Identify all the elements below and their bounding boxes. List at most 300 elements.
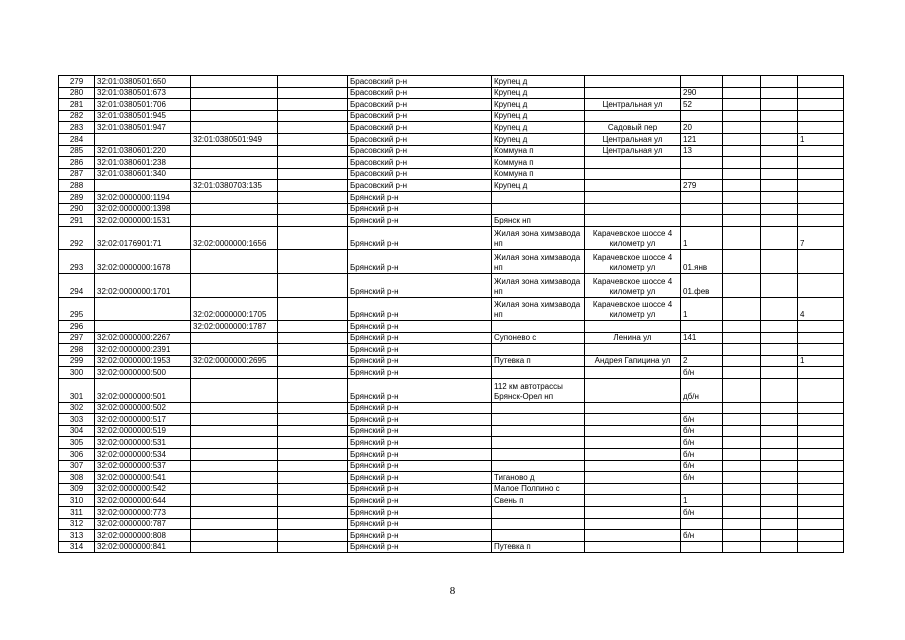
cadastral-number-2-cell: [191, 87, 278, 99]
row-number-cell: 298: [59, 344, 95, 356]
column-11-cell: [798, 203, 844, 215]
empty-column-cell: [278, 250, 348, 274]
settlement-cell: [492, 507, 585, 519]
district-cell: Брянский р-н: [348, 402, 492, 414]
settlement-cell: Жилая зона химзавода нп: [492, 273, 585, 297]
table-row: [59, 425, 844, 437]
row-number-cell: 308: [59, 472, 95, 484]
street-cell: [585, 449, 681, 461]
page-number: 8: [449, 585, 456, 597]
column-9-cell: [723, 472, 761, 484]
street-cell: Карачевское шоссе 4 километр ул: [585, 273, 681, 297]
cadastral-number-2-cell: [191, 76, 278, 88]
column-9-cell: [723, 250, 761, 274]
column-11-cell: [798, 344, 844, 356]
cadastral-number-2-cell: [191, 460, 278, 472]
district-cell: Брянский р-н: [348, 437, 492, 449]
column-10-cell: [761, 157, 798, 169]
table-row: [59, 110, 844, 122]
table-row: [59, 449, 844, 461]
settlement-cell: Супонево с: [492, 332, 585, 344]
column-9-cell: [723, 507, 761, 519]
cadastral-number-2-cell: [191, 110, 278, 122]
house-number-cell: [681, 344, 723, 356]
empty-column-cell: [278, 344, 348, 356]
house-number-cell: 01.фев: [681, 273, 723, 297]
column-9-cell: [723, 180, 761, 192]
settlement-cell: Крупец д: [492, 87, 585, 99]
empty-column-cell: [278, 226, 348, 250]
column-11-cell: 1: [798, 133, 844, 145]
table-body: [59, 76, 844, 553]
cadastral-number-2-cell: [191, 157, 278, 169]
empty-column-cell: [278, 449, 348, 461]
cadastral-number-cell: 32:02:0000000:1531: [95, 215, 191, 227]
empty-column-cell: [278, 472, 348, 484]
street-cell: [585, 87, 681, 99]
row-number-cell: 312: [59, 518, 95, 530]
row-number-cell: 294: [59, 273, 95, 297]
cadastral-number-cell: 32:02:0000000:501: [95, 379, 191, 403]
empty-column-cell: [278, 483, 348, 495]
district-cell: Брянский р-н: [348, 367, 492, 379]
column-9-cell: [723, 99, 761, 111]
settlement-cell: Жилая зона химзавода нп: [492, 250, 585, 274]
column-11-cell: [798, 495, 844, 507]
street-cell: [585, 518, 681, 530]
street-cell: [585, 437, 681, 449]
table-row: [59, 483, 844, 495]
cadastral-number-2-cell: 32:01:0380703:135: [191, 180, 278, 192]
column-9-cell: [723, 122, 761, 134]
street-cell: [585, 203, 681, 215]
row-number-cell: 295: [59, 297, 95, 321]
house-number-cell: [681, 157, 723, 169]
empty-column-cell: [278, 215, 348, 227]
house-number-cell: 13: [681, 145, 723, 157]
district-cell: Брянский р-н: [348, 297, 492, 321]
street-cell: Андрея Гапицина ул: [585, 355, 681, 367]
cadastral-number-2-cell: [191, 449, 278, 461]
column-10-cell: [761, 541, 798, 553]
column-11-cell: [798, 215, 844, 227]
district-cell: Брасовский р-н: [348, 157, 492, 169]
column-10-cell: [761, 530, 798, 542]
table-row: [59, 99, 844, 111]
column-10-cell: [761, 273, 798, 297]
cadastral-number-cell: 32:02:0000000:1678: [95, 250, 191, 274]
cadastral-number-cell: 32:02:0000000:517: [95, 414, 191, 426]
street-cell: [585, 379, 681, 403]
settlement-cell: [492, 321, 585, 333]
row-number-cell: 303: [59, 414, 95, 426]
house-number-cell: [681, 110, 723, 122]
column-11-cell: [798, 530, 844, 542]
district-cell: Брянский р-н: [348, 495, 492, 507]
district-cell: Брянский р-н: [348, 518, 492, 530]
column-11-cell: [798, 414, 844, 426]
district-cell: Брасовский р-н: [348, 110, 492, 122]
column-9-cell: [723, 495, 761, 507]
column-10-cell: [761, 344, 798, 356]
table-row: [59, 180, 844, 192]
table-row: [59, 414, 844, 426]
table-row: [59, 402, 844, 414]
row-number-cell: 309: [59, 483, 95, 495]
settlement-cell: 112 км автотрассы Брянск-Орел нп: [492, 379, 585, 403]
house-number-cell: [681, 215, 723, 227]
row-number-cell: 306: [59, 449, 95, 461]
cadastral-number-cell: [95, 321, 191, 333]
cadastral-number-2-cell: [191, 379, 278, 403]
cadastral-number-cell: 32:02:0000000:1194: [95, 191, 191, 203]
empty-column-cell: [278, 518, 348, 530]
street-cell: Карачевское шоссе 4 километр ул: [585, 250, 681, 274]
settlement-cell: Жилая зона химзавода нп: [492, 226, 585, 250]
district-cell: Брянский р-н: [348, 355, 492, 367]
row-number-cell: 279: [59, 76, 95, 88]
cadastral-number-2-cell: [191, 472, 278, 484]
column-11-cell: [798, 273, 844, 297]
cadastral-number-cell: 32:01:0380601:238: [95, 157, 191, 169]
table-row: [59, 355, 844, 367]
street-cell: [585, 110, 681, 122]
district-cell: Брянский р-н: [348, 449, 492, 461]
table-row: [59, 518, 844, 530]
street-cell: [585, 483, 681, 495]
empty-column-cell: [278, 157, 348, 169]
table-row: [59, 332, 844, 344]
cadastral-number-2-cell: [191, 518, 278, 530]
street-cell: [585, 541, 681, 553]
settlement-cell: Тиганово д: [492, 472, 585, 484]
empty-column-cell: [278, 507, 348, 519]
cadastral-number-2-cell: 32:02:0000000:2695: [191, 355, 278, 367]
column-10-cell: [761, 145, 798, 157]
column-10-cell: [761, 414, 798, 426]
column-10-cell: [761, 460, 798, 472]
table-row: [59, 495, 844, 507]
column-10-cell: [761, 180, 798, 192]
column-11-cell: [798, 425, 844, 437]
table-row: [59, 273, 844, 297]
street-cell: [585, 402, 681, 414]
settlement-cell: [492, 449, 585, 461]
column-10-cell: [761, 76, 798, 88]
district-cell: Брянский р-н: [348, 379, 492, 403]
settlement-cell: Жилая зона химзавода нп: [492, 297, 585, 321]
row-number-cell: 304: [59, 425, 95, 437]
street-cell: [585, 157, 681, 169]
column-11-cell: [798, 332, 844, 344]
district-cell: Брянский р-н: [348, 507, 492, 519]
district-cell: Брянский р-н: [348, 203, 492, 215]
district-cell: Брянский р-н: [348, 460, 492, 472]
house-number-cell: б/н: [681, 425, 723, 437]
street-cell: [585, 414, 681, 426]
column-11-cell: [798, 483, 844, 495]
register-table: [58, 75, 844, 553]
empty-column-cell: [278, 87, 348, 99]
cadastral-number-cell: 32:02:0000000:644: [95, 495, 191, 507]
row-number-cell: 285: [59, 145, 95, 157]
column-11-cell: [798, 76, 844, 88]
settlement-cell: Малое Полпино с: [492, 483, 585, 495]
settlement-cell: Крупец д: [492, 180, 585, 192]
cadastral-number-2-cell: [191, 402, 278, 414]
column-9-cell: [723, 518, 761, 530]
settlement-cell: [492, 437, 585, 449]
column-10-cell: [761, 168, 798, 180]
house-number-cell: 52: [681, 99, 723, 111]
house-number-cell: 2: [681, 355, 723, 367]
column-9-cell: [723, 425, 761, 437]
row-number-cell: 313: [59, 530, 95, 542]
row-number-cell: 314: [59, 541, 95, 553]
cadastral-number-cell: 32:02:0000000:2391: [95, 344, 191, 356]
table-row: [59, 297, 844, 321]
house-number-cell: 1: [681, 226, 723, 250]
empty-column-cell: [278, 437, 348, 449]
column-9-cell: [723, 203, 761, 215]
column-9-cell: [723, 297, 761, 321]
house-number-cell: 279: [681, 180, 723, 192]
settlement-cell: Крупец д: [492, 99, 585, 111]
district-cell: Брасовский р-н: [348, 122, 492, 134]
street-cell: [585, 215, 681, 227]
column-10-cell: [761, 110, 798, 122]
settlement-cell: [492, 367, 585, 379]
column-10-cell: [761, 191, 798, 203]
row-number-cell: 293: [59, 250, 95, 274]
street-cell: Карачевское шоссе 4 километр ул: [585, 226, 681, 250]
column-11-cell: [798, 180, 844, 192]
settlement-cell: [492, 191, 585, 203]
cadastral-number-2-cell: [191, 530, 278, 542]
cadastral-number-cell: 32:02:0000000:519: [95, 425, 191, 437]
cadastral-number-2-cell: [191, 344, 278, 356]
column-11-cell: 1: [798, 355, 844, 367]
row-number-cell: 281: [59, 99, 95, 111]
column-9-cell: [723, 460, 761, 472]
settlement-cell: Крупец д: [492, 76, 585, 88]
table-row: [59, 122, 844, 134]
empty-column-cell: [278, 110, 348, 122]
district-cell: Брасовский р-н: [348, 76, 492, 88]
column-11-cell: [798, 402, 844, 414]
column-11-cell: [798, 110, 844, 122]
column-11-cell: [798, 168, 844, 180]
settlement-cell: Брянск нп: [492, 215, 585, 227]
empty-column-cell: [278, 425, 348, 437]
column-10-cell: [761, 402, 798, 414]
table-row: [59, 226, 844, 250]
cadastral-number-2-cell: 32:01:0380501:949: [191, 133, 278, 145]
empty-column-cell: [278, 168, 348, 180]
cadastral-number-2-cell: 32:02:0000000:1656: [191, 226, 278, 250]
district-cell: Брянский р-н: [348, 332, 492, 344]
column-10-cell: [761, 122, 798, 134]
house-number-cell: б/н: [681, 414, 723, 426]
table-row: [59, 203, 844, 215]
settlement-cell: Крупец д: [492, 110, 585, 122]
street-cell: Карачевское шоссе 4 километр ул: [585, 297, 681, 321]
column-10-cell: [761, 203, 798, 215]
street-cell: [585, 495, 681, 507]
district-cell: Брянский р-н: [348, 226, 492, 250]
cadastral-number-2-cell: [191, 99, 278, 111]
district-cell: Брянский р-н: [348, 530, 492, 542]
cadastral-number-2-cell: [191, 425, 278, 437]
column-10-cell: [761, 250, 798, 274]
column-11-cell: [798, 87, 844, 99]
column-9-cell: [723, 483, 761, 495]
row-number-cell: 299: [59, 355, 95, 367]
row-number-cell: 297: [59, 332, 95, 344]
table-row: [59, 191, 844, 203]
cadastral-number-2-cell: [191, 122, 278, 134]
house-number-cell: [681, 402, 723, 414]
settlement-cell: Путевка п: [492, 355, 585, 367]
cadastral-number-cell: 32:02:0000000:542: [95, 483, 191, 495]
settlement-cell: Крупец д: [492, 133, 585, 145]
street-cell: [585, 180, 681, 192]
cadastral-number-cell: 32:01:0380501:673: [95, 87, 191, 99]
column-10-cell: [761, 472, 798, 484]
column-10-cell: [761, 495, 798, 507]
street-cell: [585, 191, 681, 203]
row-number-cell: 284: [59, 133, 95, 145]
cadastral-number-cell: 32:01:0380601:340: [95, 168, 191, 180]
column-9-cell: [723, 157, 761, 169]
settlement-cell: [492, 344, 585, 356]
house-number-cell: б/н: [681, 367, 723, 379]
cadastral-number-cell: 32:02:0000000:1953: [95, 355, 191, 367]
street-cell: [585, 530, 681, 542]
house-number-cell: б/н: [681, 507, 723, 519]
empty-column-cell: [278, 332, 348, 344]
row-number-cell: 282: [59, 110, 95, 122]
cadastral-number-cell: 32:02:0000000:531: [95, 437, 191, 449]
empty-column-cell: [278, 530, 348, 542]
cadastral-number-2-cell: [191, 483, 278, 495]
cadastral-number-cell: 32:01:0380501:947: [95, 122, 191, 134]
column-10-cell: [761, 507, 798, 519]
empty-column-cell: [278, 99, 348, 111]
house-number-cell: [681, 518, 723, 530]
settlement-cell: Коммуна п: [492, 145, 585, 157]
table-row: [59, 437, 844, 449]
column-9-cell: [723, 215, 761, 227]
column-10-cell: [761, 226, 798, 250]
district-cell: Брянский р-н: [348, 191, 492, 203]
column-11-cell: [798, 449, 844, 461]
column-9-cell: [723, 414, 761, 426]
street-cell: Центральная ул: [585, 145, 681, 157]
cadastral-number-cell: 32:02:0000000:537: [95, 460, 191, 472]
column-11-cell: [798, 541, 844, 553]
settlement-cell: Свень п: [492, 495, 585, 507]
table-row: [59, 145, 844, 157]
district-cell: Брянский р-н: [348, 273, 492, 297]
cadastral-number-2-cell: [191, 507, 278, 519]
settlement-cell: [492, 518, 585, 530]
street-cell: [585, 76, 681, 88]
table-row: [59, 321, 844, 333]
column-9-cell: [723, 76, 761, 88]
cadastral-number-cell: [95, 180, 191, 192]
column-11-cell: [798, 379, 844, 403]
empty-column-cell: [278, 180, 348, 192]
column-11-cell: [798, 437, 844, 449]
cadastral-number-2-cell: [191, 215, 278, 227]
column-9-cell: [723, 379, 761, 403]
column-11-cell: [798, 321, 844, 333]
empty-column-cell: [278, 367, 348, 379]
cadastral-number-cell: 32:02:0000000:808: [95, 530, 191, 542]
cadastral-number-2-cell: 32:02:0000000:1705: [191, 297, 278, 321]
table-row: [59, 215, 844, 227]
column-9-cell: [723, 437, 761, 449]
row-number-cell: 288: [59, 180, 95, 192]
house-number-cell: 121: [681, 133, 723, 145]
empty-column-cell: [278, 76, 348, 88]
column-9-cell: [723, 332, 761, 344]
district-cell: Брасовский р-н: [348, 133, 492, 145]
column-10-cell: [761, 133, 798, 145]
street-cell: Центральная ул: [585, 133, 681, 145]
table-row: [59, 157, 844, 169]
column-11-cell: [798, 99, 844, 111]
column-9-cell: [723, 145, 761, 157]
column-9-cell: [723, 191, 761, 203]
column-10-cell: [761, 483, 798, 495]
table-row: [59, 507, 844, 519]
table-row: [59, 379, 844, 403]
settlement-cell: [492, 425, 585, 437]
house-number-cell: 1: [681, 495, 723, 507]
cadastral-number-cell: 32:01:0380601:220: [95, 145, 191, 157]
district-cell: Брянский р-н: [348, 472, 492, 484]
column-9-cell: [723, 355, 761, 367]
row-number-cell: 302: [59, 402, 95, 414]
empty-column-cell: [278, 297, 348, 321]
district-cell: Брянский р-н: [348, 250, 492, 274]
house-number-cell: [681, 483, 723, 495]
column-9-cell: [723, 344, 761, 356]
district-cell: Брянский р-н: [348, 541, 492, 553]
cadastral-number-cell: [95, 133, 191, 145]
settlement-cell: Крупец д: [492, 122, 585, 134]
column-11-cell: [798, 157, 844, 169]
cadastral-number-2-cell: [191, 168, 278, 180]
cadastral-number-cell: 32:02:0000000:787: [95, 518, 191, 530]
cadastral-number-cell: 32:02:0000000:841: [95, 541, 191, 553]
column-9-cell: [723, 530, 761, 542]
settlement-cell: [492, 530, 585, 542]
column-9-cell: [723, 402, 761, 414]
row-number-cell: 296: [59, 321, 95, 333]
empty-column-cell: [278, 145, 348, 157]
row-number-cell: 291: [59, 215, 95, 227]
table-row: [59, 460, 844, 472]
district-cell: Брасовский р-н: [348, 168, 492, 180]
column-11-cell: [798, 250, 844, 274]
house-number-cell: б/н: [681, 437, 723, 449]
empty-column-cell: [278, 495, 348, 507]
column-10-cell: [761, 379, 798, 403]
column-11-cell: [798, 518, 844, 530]
